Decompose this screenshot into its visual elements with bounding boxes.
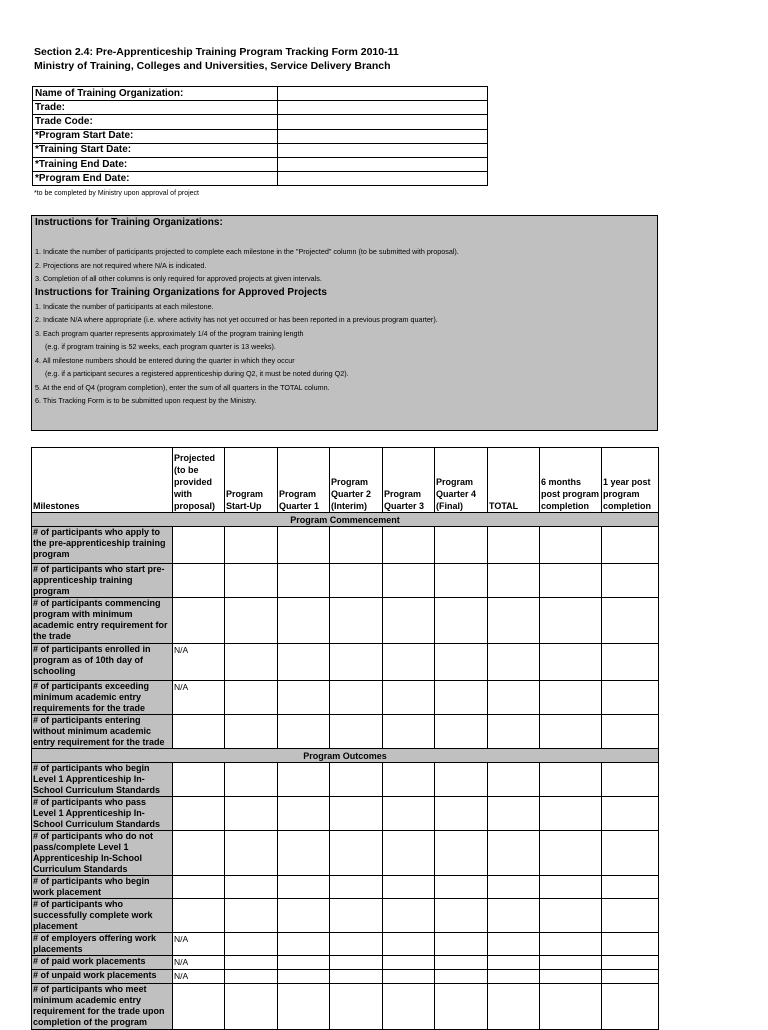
milestone-label: # of participants exceeding minimum academic entry requirements for the trade xyxy=(32,681,173,715)
data-cell[interactable] xyxy=(540,598,602,644)
data-cell[interactable] xyxy=(435,527,488,564)
data-cell[interactable] xyxy=(173,564,225,598)
milestone-label: # of participants who successfully complete work placement xyxy=(32,899,173,933)
data-cell[interactable] xyxy=(435,956,488,970)
na-cell: N/A xyxy=(173,644,225,681)
section-row xyxy=(32,749,659,763)
data-cell[interactable] xyxy=(225,899,278,933)
data-cell[interactable] xyxy=(225,715,278,749)
info-row xyxy=(33,129,488,143)
data-cell[interactable] xyxy=(173,715,225,749)
data-cell[interactable] xyxy=(225,644,278,681)
data-cell[interactable] xyxy=(383,899,435,933)
data-cell[interactable] xyxy=(540,956,602,970)
info-label: *Program End Date: xyxy=(33,172,278,186)
data-cell[interactable] xyxy=(435,831,488,876)
data-cell[interactable] xyxy=(278,681,330,715)
milestone-label: # of participants who begin work placement xyxy=(32,876,173,899)
instruction-line: 4. All milestone numbers should be entered during the quarter in which they occur xyxy=(35,355,295,365)
instruction-line: 3. Each program quarter represents approximately 1/4 of the program training length xyxy=(35,328,304,338)
data-cell[interactable] xyxy=(278,831,330,876)
data-cell[interactable] xyxy=(225,598,278,644)
milestone-label: # of participants who meet minimum academic entry requirement for the trade upon completion of the program xyxy=(32,984,173,1030)
data-cell[interactable] xyxy=(435,644,488,681)
data-cell[interactable] xyxy=(278,598,330,644)
info-row xyxy=(33,143,488,157)
data-cell[interactable] xyxy=(173,598,225,644)
data-cell[interactable] xyxy=(225,681,278,715)
table-row xyxy=(32,681,659,715)
data-cell[interactable] xyxy=(383,956,435,970)
data-cell[interactable] xyxy=(173,831,225,876)
milestone-label: # of participants commencing program with minimum academic entry requirement for the trade xyxy=(32,598,173,644)
data-cell[interactable] xyxy=(602,899,659,933)
data-cell[interactable] xyxy=(435,564,488,598)
data-cell[interactable] xyxy=(278,899,330,933)
info-label: Name of Training Organization: xyxy=(33,87,278,101)
data-cell[interactable] xyxy=(435,899,488,933)
instruction-line: 2. Indicate N/A where appropriate (i.e. where activity has not yet occurred or has been reported in a previous program quarter). xyxy=(35,315,438,324)
info-value-cell[interactable] xyxy=(278,129,488,143)
info-label: Trade: xyxy=(33,101,278,115)
milestone-label: # of participants entering without minimum academic entry requirement for the trade xyxy=(32,715,173,749)
data-cell[interactable] xyxy=(435,715,488,749)
data-cell[interactable] xyxy=(383,831,435,876)
info-row xyxy=(33,87,488,101)
data-cell[interactable] xyxy=(383,644,435,681)
info-value-cell[interactable] xyxy=(278,172,488,186)
data-cell[interactable] xyxy=(435,763,488,797)
instruction-line: 3. Completion of all other columns is only required for approved projects at given intervals. xyxy=(35,274,322,283)
data-cell[interactable] xyxy=(435,681,488,715)
data-cell[interactable] xyxy=(383,715,435,749)
data-cell[interactable] xyxy=(602,763,659,797)
data-cell[interactable] xyxy=(330,763,383,797)
info-row xyxy=(33,157,488,171)
table-row xyxy=(32,527,659,564)
data-cell[interactable] xyxy=(330,984,383,1030)
data-cell[interactable] xyxy=(225,984,278,1030)
table-row xyxy=(32,598,659,644)
data-cell[interactable] xyxy=(602,681,659,715)
data-cell[interactable] xyxy=(488,970,540,984)
data-cell[interactable] xyxy=(330,956,383,970)
data-cell[interactable] xyxy=(540,564,602,598)
data-cell[interactable] xyxy=(435,933,488,956)
data-cell[interactable] xyxy=(173,984,225,1030)
data-cell[interactable] xyxy=(435,598,488,644)
data-cell[interactable] xyxy=(488,984,540,1030)
info-value-cell[interactable] xyxy=(278,87,488,101)
data-cell[interactable] xyxy=(330,715,383,749)
data-cell[interactable] xyxy=(488,644,540,681)
data-cell[interactable] xyxy=(540,527,602,564)
data-cell[interactable] xyxy=(173,763,225,797)
data-cell[interactable] xyxy=(540,984,602,1030)
data-cell[interactable] xyxy=(540,681,602,715)
data-cell[interactable] xyxy=(330,970,383,984)
data-cell[interactable] xyxy=(330,933,383,956)
instruction-line: 6. This Tracking Form is to be submitted upon request by the Ministry. xyxy=(35,396,257,405)
data-cell[interactable] xyxy=(225,564,278,598)
data-cell[interactable] xyxy=(330,899,383,933)
data-cell[interactable] xyxy=(602,933,659,956)
table-row xyxy=(32,715,659,749)
info-label: Trade Code: xyxy=(33,115,278,129)
data-cell[interactable] xyxy=(602,956,659,970)
data-cell[interactable] xyxy=(278,715,330,749)
table-row xyxy=(32,644,659,681)
tracking-table xyxy=(31,447,659,1030)
data-cell[interactable] xyxy=(330,598,383,644)
data-cell[interactable] xyxy=(488,564,540,598)
data-cell[interactable] xyxy=(540,797,602,831)
table-row xyxy=(32,984,659,1030)
col-header-1-year: 1 year post program completion xyxy=(602,448,659,513)
data-cell[interactable] xyxy=(278,970,330,984)
data-cell[interactable] xyxy=(330,876,383,899)
info-label: *Training Start Date: xyxy=(33,143,278,157)
data-cell[interactable] xyxy=(330,644,383,681)
header-row xyxy=(32,448,659,513)
data-cell[interactable] xyxy=(278,797,330,831)
data-cell[interactable] xyxy=(488,956,540,970)
data-cell[interactable] xyxy=(435,876,488,899)
data-cell[interactable] xyxy=(540,876,602,899)
info-row xyxy=(33,115,488,129)
data-cell[interactable] xyxy=(225,970,278,984)
milestone-label: # of participants enrolled in program as of 10th day of schooling xyxy=(32,644,173,681)
milestone-label: # of unpaid work placements xyxy=(32,970,173,984)
data-cell[interactable] xyxy=(225,956,278,970)
data-cell[interactable] xyxy=(602,527,659,564)
data-cell[interactable] xyxy=(540,933,602,956)
info-value-cell[interactable] xyxy=(278,115,488,129)
data-cell[interactable] xyxy=(383,876,435,899)
info-value-cell[interactable] xyxy=(278,143,488,157)
data-cell[interactable] xyxy=(383,527,435,564)
instruction-line: 5. At the end of Q4 (program completion), enter the sum of all quarters in the TOTAL column. xyxy=(35,382,330,392)
milestone-label: # of paid work placements xyxy=(32,956,173,970)
data-cell[interactable] xyxy=(602,831,659,876)
col-header-q3: Program Quarter 3 xyxy=(383,448,435,513)
data-cell[interactable] xyxy=(435,984,488,1030)
milestone-label: # of employers offering work placements xyxy=(32,933,173,956)
instructions-box xyxy=(31,215,658,431)
section-program-outcomes: Program Outcomes xyxy=(32,749,659,763)
table-row xyxy=(32,831,659,876)
data-cell[interactable] xyxy=(225,876,278,899)
data-cell[interactable] xyxy=(488,797,540,831)
data-cell[interactable] xyxy=(383,564,435,598)
data-cell[interactable] xyxy=(540,644,602,681)
instruction-line: 1. Indicate the number of participants projected to complete each milestone in the "Projected" column (to be submitted with proposal). xyxy=(35,247,459,256)
milestone-label: # of participants who do not pass/complete Level 1 Apprenticeship In-School Curriculum Standards xyxy=(32,831,173,876)
data-cell[interactable] xyxy=(435,797,488,831)
instruction-line: (e.g. if program training is 52 weeks, each program quarter is 13 weeks). xyxy=(45,342,276,351)
data-cell[interactable] xyxy=(383,763,435,797)
table-row xyxy=(32,970,659,984)
table-row xyxy=(32,876,659,899)
data-cell[interactable] xyxy=(330,681,383,715)
data-cell[interactable] xyxy=(383,797,435,831)
data-cell[interactable] xyxy=(278,564,330,598)
data-cell[interactable] xyxy=(225,933,278,956)
form-title: Section 2.4: Pre-Apprenticeship Training Program Tracking Form 2010-11 xyxy=(34,46,399,58)
milestone-label: # of participants who begin Level 1 Apprenticeship In-School Curriculum Standards xyxy=(32,763,173,797)
data-cell[interactable] xyxy=(383,598,435,644)
data-cell[interactable] xyxy=(602,970,659,984)
na-cell: N/A xyxy=(173,681,225,715)
data-cell[interactable] xyxy=(488,831,540,876)
info-value-cell[interactable] xyxy=(278,101,488,115)
info-value-cell[interactable] xyxy=(278,157,488,171)
data-cell[interactable] xyxy=(488,763,540,797)
na-cell: N/A xyxy=(173,956,225,970)
data-cell[interactable] xyxy=(383,681,435,715)
data-cell[interactable] xyxy=(602,644,659,681)
data-cell[interactable] xyxy=(383,984,435,1030)
data-cell[interactable] xyxy=(602,598,659,644)
data-cell[interactable] xyxy=(225,763,278,797)
data-cell[interactable] xyxy=(278,984,330,1030)
data-cell[interactable] xyxy=(488,933,540,956)
data-cell[interactable] xyxy=(540,763,602,797)
data-cell[interactable] xyxy=(225,797,278,831)
data-cell[interactable] xyxy=(330,564,383,598)
col-header-6-months: 6 months post program completion xyxy=(540,448,602,513)
col-header-projected: Projected (to be provided with proposal) xyxy=(173,448,225,513)
data-cell[interactable] xyxy=(173,527,225,564)
info-row xyxy=(33,101,488,115)
data-cell[interactable] xyxy=(330,831,383,876)
data-cell[interactable] xyxy=(488,715,540,749)
data-cell[interactable] xyxy=(278,644,330,681)
instruction-line: 1. Indicate the number of participants at each milestone. xyxy=(35,301,214,311)
table-row xyxy=(32,763,659,797)
data-cell[interactable] xyxy=(602,984,659,1030)
milestone-label: # of participants who apply to the pre-apprenticeship training program xyxy=(32,527,173,564)
data-cell[interactable] xyxy=(278,527,330,564)
data-cell[interactable] xyxy=(330,527,383,564)
data-cell[interactable] xyxy=(278,956,330,970)
data-cell[interactable] xyxy=(383,933,435,956)
col-header-q4: Program Quarter 4 (Final) xyxy=(435,448,488,513)
na-cell: N/A xyxy=(173,970,225,984)
footnote: *to be completed by Ministry upon approval of project xyxy=(34,190,199,197)
data-cell[interactable] xyxy=(540,970,602,984)
data-cell[interactable] xyxy=(278,763,330,797)
data-cell[interactable] xyxy=(278,933,330,956)
data-cell[interactable] xyxy=(488,899,540,933)
instruction-line: (e.g. if a participant secures a registered apprenticeship during Q2, it must be noted during Q2). xyxy=(45,369,349,378)
data-cell[interactable] xyxy=(602,715,659,749)
instructions-title: Instructions for Training Organizations: xyxy=(35,217,223,228)
data-cell[interactable] xyxy=(225,831,278,876)
section-program-commencement: Program Commencement xyxy=(32,513,659,527)
na-cell: N/A xyxy=(173,933,225,956)
data-cell[interactable] xyxy=(488,527,540,564)
data-cell[interactable] xyxy=(488,876,540,899)
data-cell[interactable] xyxy=(173,876,225,899)
col-header-total: TOTAL xyxy=(488,448,540,513)
table-row xyxy=(32,933,659,956)
data-cell[interactable] xyxy=(488,598,540,644)
info-label: *Program Start Date: xyxy=(33,129,278,143)
ministry-branch: Ministry of Training, Colleges and Universities, Service Delivery Branch xyxy=(34,60,391,72)
data-cell[interactable] xyxy=(383,970,435,984)
col-header-milestones: Milestones xyxy=(32,448,173,513)
data-cell[interactable] xyxy=(225,527,278,564)
table-row xyxy=(32,956,659,970)
data-cell[interactable] xyxy=(602,564,659,598)
data-cell[interactable] xyxy=(173,899,225,933)
col-header-start-up: Program Start-Up xyxy=(225,448,278,513)
data-cell[interactable] xyxy=(330,797,383,831)
milestone-label: # of participants who pass Level 1 Apprenticeship In-School Curriculum Standards xyxy=(32,797,173,831)
data-cell[interactable] xyxy=(602,876,659,899)
form-heading xyxy=(34,45,399,73)
data-cell[interactable] xyxy=(540,831,602,876)
col-header-q2: Program Quarter 2 (Interim) xyxy=(330,448,383,513)
data-cell[interactable] xyxy=(278,876,330,899)
instruction-line: 2. Projections are not required where N/A is indicated. xyxy=(35,260,207,270)
info-row xyxy=(33,172,488,186)
data-cell[interactable] xyxy=(435,970,488,984)
data-cell[interactable] xyxy=(602,797,659,831)
data-cell[interactable] xyxy=(488,681,540,715)
organization-info-table xyxy=(32,86,488,186)
section-row xyxy=(32,513,659,527)
data-cell[interactable] xyxy=(540,715,602,749)
instructions-approved-title: Instructions for Training Organizations for Approved Projects xyxy=(35,286,327,298)
table-row xyxy=(32,564,659,598)
info-label: *Training End Date: xyxy=(33,157,278,171)
table-row xyxy=(32,797,659,831)
table-row xyxy=(32,899,659,933)
data-cell[interactable] xyxy=(173,797,225,831)
data-cell[interactable] xyxy=(540,899,602,933)
col-header-q1: Program Quarter 1 xyxy=(278,448,330,513)
milestone-label: # of participants who start pre-apprenticeship training program xyxy=(32,564,173,598)
